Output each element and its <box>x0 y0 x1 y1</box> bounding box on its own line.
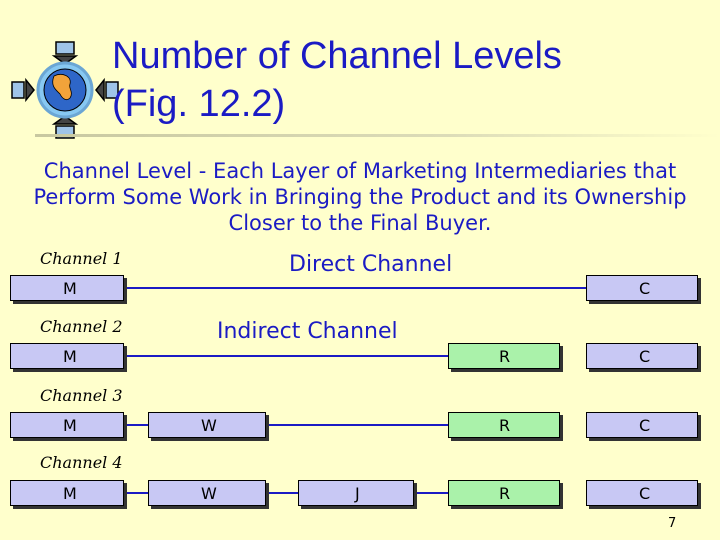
channel-2-node-m: M <box>10 343 124 369</box>
channel-3-node-c: C <box>586 412 698 438</box>
channel-4-connector-2 <box>266 492 298 494</box>
title-line-2: (Fig. 12.2) <box>112 83 286 125</box>
channel-2-node-r: R <box>448 343 560 369</box>
channel-4-connector-3 <box>414 492 448 494</box>
channel-4-label: Channel 4 <box>40 453 123 472</box>
page-number: 7 <box>668 516 677 531</box>
title-divider <box>35 134 720 137</box>
channel-3-connector-1 <box>124 424 148 426</box>
channel-1-node-c: C <box>586 275 698 301</box>
page-title <box>112 32 562 128</box>
channel-2-label: Channel 2 <box>40 317 123 336</box>
channel-3-node-w: W <box>148 412 266 438</box>
direct-channel-label: Direct Channel <box>289 252 453 277</box>
indirect-channel-label: Indirect Channel <box>217 319 398 344</box>
channel-1-connector <box>124 287 586 289</box>
channel-4-connector-1 <box>124 492 148 494</box>
channel-3-connector-2 <box>266 424 448 426</box>
channel-4-node-r: R <box>448 480 560 506</box>
channel-3-node-m: M <box>10 412 124 438</box>
channel-1-label: Channel 1 <box>40 249 123 268</box>
title-line-1: Number of Channel Levels <box>112 35 562 77</box>
channel-1-node-m: M <box>10 275 124 301</box>
channel-4-node-m: M <box>10 480 124 506</box>
channel-3-node-r: R <box>448 412 560 438</box>
channel-4-node-c: C <box>586 480 698 506</box>
channel-4-node-w: W <box>148 480 266 506</box>
channel-3-label: Channel 3 <box>40 386 123 405</box>
channel-2-connector <box>124 355 448 357</box>
definition-text: Channel Level - Each Layer of Marketing Intermediaries that Perform Some Work in Bringing the Product and its Ownership Closer to the Final Buyer. <box>33 159 687 235</box>
channel-2-node-c: C <box>586 343 698 369</box>
channel-4-node-j: J <box>298 480 414 506</box>
globe-logo-icon <box>10 40 120 140</box>
